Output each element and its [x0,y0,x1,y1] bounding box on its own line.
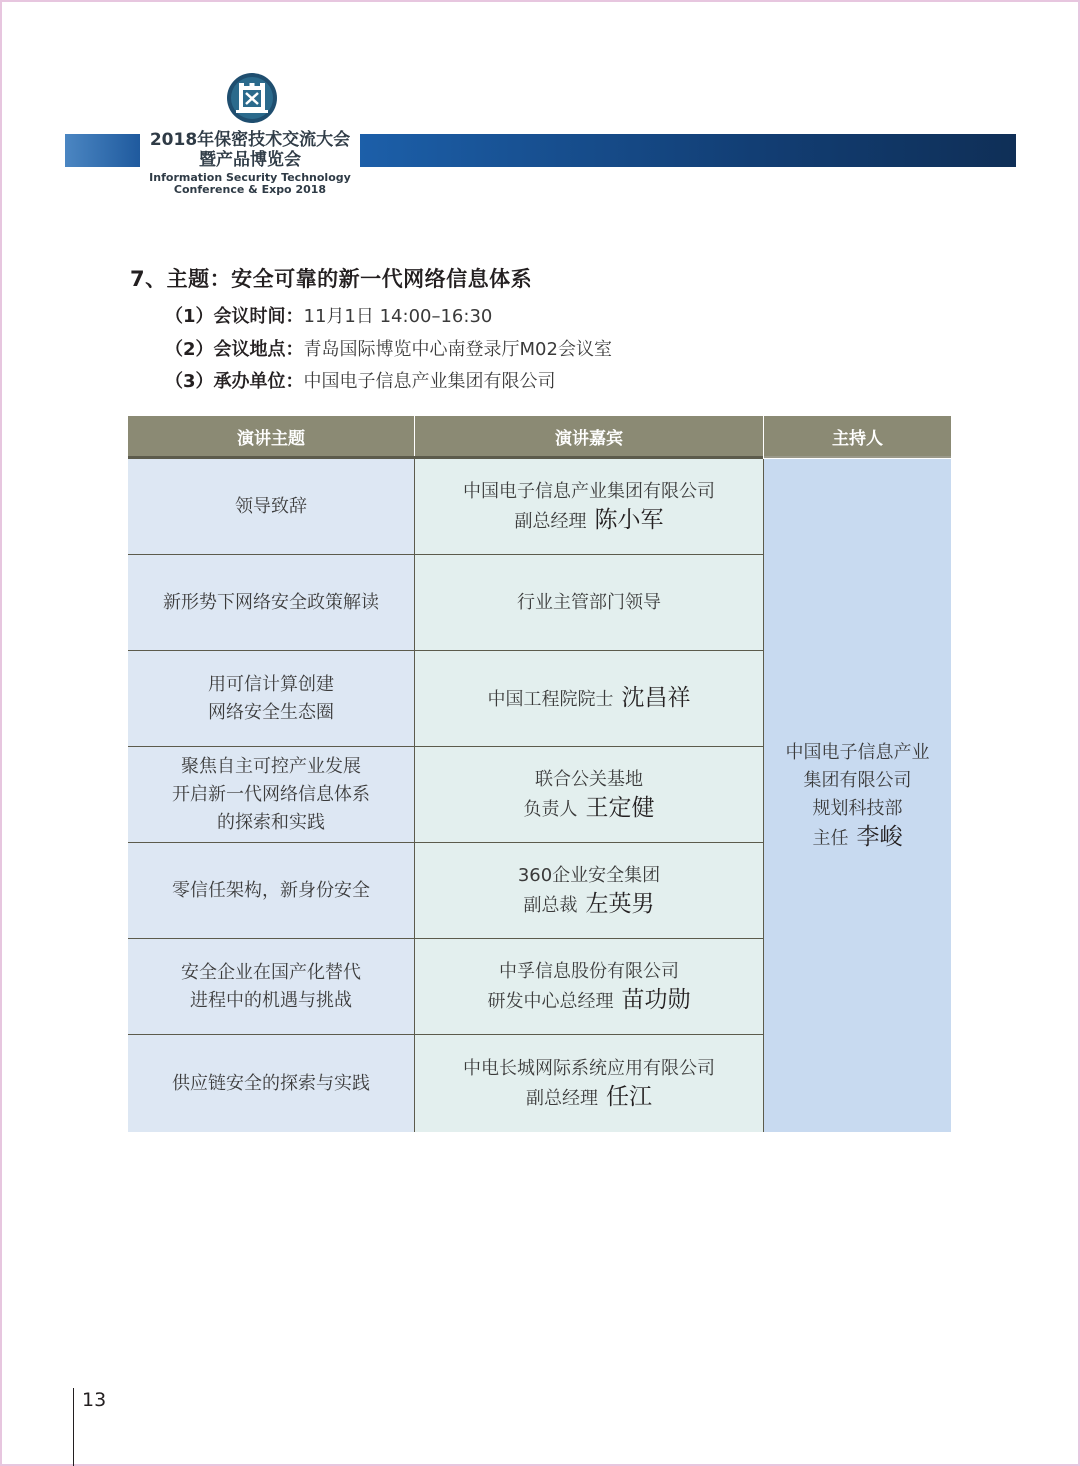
topic-line: 新形势下网络安全政策解读 [163,591,379,613]
info-row-time [165,302,492,328]
table-row-topic [128,459,414,555]
info-label: （3）承办单位： [165,371,304,392]
table-header-guest: 演讲嘉宾 [415,416,763,456]
header-bar-right [360,134,1016,167]
info-label: （1）会议时间： [165,306,304,327]
guest-org: 中国电子信息产业集团有限公司 [463,480,715,502]
table-row-topic [128,1035,414,1132]
guest-role-line [526,1083,652,1113]
guest-role: 副总经理 [526,1087,598,1109]
guest-role: 中国工程院院士 [487,688,614,710]
agenda-table [128,416,951,1132]
castle-gate-logo-icon [226,72,278,124]
guest-role: 行业主管部门领导 [517,591,661,613]
guest-org: 360企业安全集团 [517,864,661,886]
page-number-rule [73,1388,74,1466]
table-header-host: 主持人 [764,416,951,456]
conference-title-en [140,172,360,196]
topic-line: 安全企业在国产化替代 [181,961,361,983]
conference-title-en-line1: Information Security Technology [149,171,351,184]
info-row-organizer [165,367,556,393]
page-number: 13 [82,1389,107,1411]
table-row-topic [128,843,414,939]
topic-line: 供应链安全的探索与实践 [172,1072,370,1094]
guest-role-line [524,890,655,920]
guest-role: 副总经理 [514,510,587,532]
table-row-guest [415,747,763,843]
host-line: 中国电子信息产业 [785,741,930,763]
topic-line: 开启新一代网络信息体系 [172,783,370,805]
host-line: 集团有限公司 [803,769,912,791]
topic-line: 进程中的机遇与挑战 [190,989,352,1011]
host-cell [764,459,951,1132]
guest-role-line [515,506,664,536]
table-row-guest [415,555,763,651]
table-row-guest [415,459,763,555]
guest-name: 沈昌祥 [621,684,691,711]
info-value: 中国电子信息产业集团有限公司 [303,371,556,392]
conference-title [140,130,360,170]
guest-role-line [488,986,691,1016]
header-divider [764,456,951,458]
host-line: 规划科技部 [812,797,903,819]
guest-name: 苗功勋 [621,986,691,1013]
guest-role-line [488,684,691,714]
info-label: （2）会议地点： [165,339,304,360]
table-row-topic [128,747,414,843]
guest-org: 中孚信息股份有限公司 [499,960,679,982]
table-row-guest [415,651,763,747]
host-role-line [813,823,903,853]
topic-line: 聚焦自主可控产业发展 [181,755,361,777]
guest-role-line [524,794,655,824]
conference-title-en-line2: Conference & Expo 2018 [173,183,327,196]
guest-name: 任江 [606,1083,652,1110]
info-value: 青岛国际博览中心南登录厅M02会议室 [303,339,612,360]
host-name: 李峻 [856,823,903,850]
guest-name: 左英男 [585,890,655,917]
topic-line: 网络安全生态圈 [208,701,334,723]
column-divider [414,459,415,1132]
guest-org: 中电长城网际系统应用有限公司 [463,1057,715,1079]
table-row-topic [128,651,414,747]
guest-org: 联合公关基地 [535,768,643,790]
host-role: 主任 [812,827,849,849]
conference-title-line1: 2018年保密技术交流大会 [149,130,351,150]
header-bar-left [65,134,140,167]
topic-line: 的探索和实践 [217,811,325,833]
table-row-topic [128,555,414,651]
table-row-topic [128,939,414,1035]
guest-role: 副总裁 [523,894,578,916]
guest-name: 王定健 [585,794,655,821]
conference-title-line2: 暨产品博览会 [199,150,301,170]
table-header-topic: 演讲主题 [128,416,414,456]
table-row-guest [415,843,763,939]
topic-line: 零信任架构，新身份安全 [172,879,370,901]
guest-name: 陈小军 [594,506,664,533]
info-row-venue [165,335,612,361]
guest-role: 负责人 [523,798,578,820]
guest-role: 研发中心总经理 [487,990,614,1012]
topic-line: 领导致辞 [235,495,307,517]
info-value: 11月1日 14:00–16:30 [303,306,493,327]
section-title: 7、主题：安全可靠的新一代网络信息体系 [130,267,533,291]
table-row-guest [415,939,763,1035]
table-row-guest [415,1035,763,1132]
topic-line: 用可信计算创建 [208,673,334,695]
